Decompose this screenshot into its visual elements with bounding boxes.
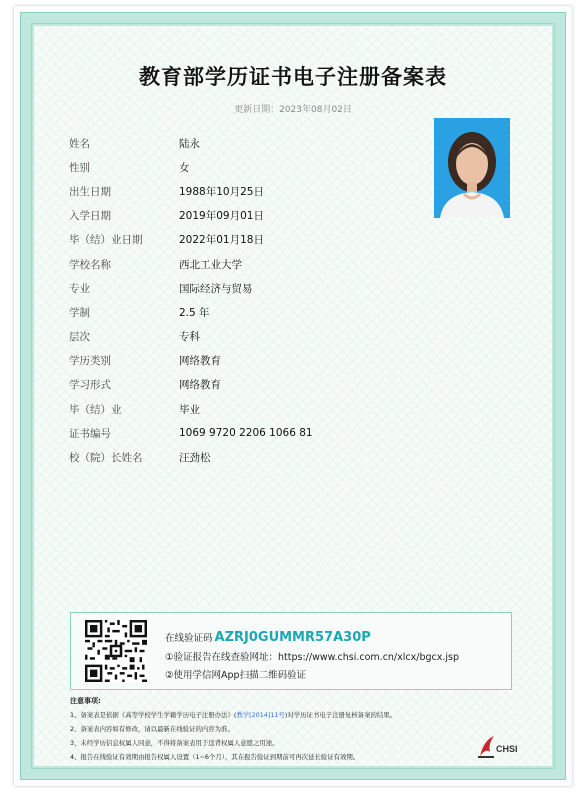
field-value: 网络教育	[179, 355, 221, 368]
notes-title: 注意事项:	[70, 697, 101, 705]
field-label: 学校名称	[69, 258, 111, 271]
field-row	[69, 397, 399, 421]
field-row	[69, 325, 399, 349]
verification-code-line	[165, 630, 459, 645]
field-value: 专科	[179, 331, 200, 344]
field-row	[69, 349, 399, 373]
field-label: 姓名	[69, 137, 90, 150]
field-label: 性别	[69, 161, 90, 174]
field-row	[69, 373, 399, 397]
field-value: 西北工业大学	[179, 258, 242, 271]
field-value: 2022年01月18日	[179, 234, 264, 247]
field-label: 层次	[69, 331, 90, 344]
field-label: 学历类别	[69, 355, 111, 368]
field-row	[69, 276, 399, 300]
verification-url-text: ①验证报告在线查验网址：https://www.chsi.com.cn/xlcx/bgcx.jsp	[165, 652, 459, 663]
field-label: 毕（结）业日期	[69, 234, 143, 247]
verification-code-label: 在线验证码	[165, 633, 213, 644]
chsi-logo	[476, 734, 524, 762]
field-row	[69, 252, 399, 276]
field-value: 网络教育	[179, 379, 221, 392]
field-label: 毕（结）业	[69, 403, 122, 416]
field-value: 汪劲松	[179, 452, 211, 465]
note-4: 4、报告在线验证有效期由报告权属人设置（1~6个月），其在报告验证到期前可再次延长验证有效期。	[70, 753, 360, 761]
field-row	[69, 131, 399, 155]
document-sheet	[14, 6, 572, 786]
note-1-text-end: )对学历证书电子注册复核备案的结果。	[284, 711, 397, 719]
verification-info	[165, 630, 459, 681]
field-value: 国际经济与贸易	[179, 282, 253, 295]
chsi-emblem-icon	[476, 734, 498, 760]
field-label: 证书编号	[69, 427, 111, 440]
field-row	[69, 179, 399, 203]
info-list	[69, 131, 399, 470]
qr-code-icon[interactable]	[85, 620, 147, 682]
field-value: 2019年09月01日	[179, 210, 264, 223]
note-2: 2、备案表内容如有修改，请以最新在线验证的内容为准。	[70, 725, 234, 733]
portrait-image	[434, 118, 510, 218]
regulation-link[interactable]: 教学[2014]11号	[236, 711, 285, 719]
field-label: 学习形式	[69, 379, 111, 392]
document-title: 教育部学历证书电子注册备案表	[139, 65, 447, 89]
notes-section	[70, 694, 510, 764]
field-row	[69, 421, 399, 445]
field-label: 专业	[69, 282, 90, 295]
field-value: 1069 9720 2206 1066 81	[179, 427, 313, 440]
field-row	[69, 204, 399, 228]
verification-app-text: ②使用学信网App扫描二维码验证	[165, 670, 307, 681]
field-label: 入学日期	[69, 210, 111, 223]
note-1-text: 1、备案表是依据《高等学校学生学籍学历电子注册办法》(	[70, 711, 237, 719]
field-row	[69, 155, 399, 179]
verification-code: AZRJ0GUMMR57A30P	[214, 630, 371, 645]
id-photo	[434, 118, 510, 218]
update-date: 更新日期：2023年08月02日	[234, 105, 352, 115]
chsi-logo-text: CHSI	[496, 744, 518, 754]
verification-box	[70, 612, 512, 690]
field-row	[69, 300, 399, 324]
field-label: 校（院）长姓名	[69, 452, 143, 465]
note-1	[70, 708, 510, 722]
field-label: 出生日期	[69, 185, 111, 198]
field-value: 女	[179, 161, 190, 174]
field-label: 学制	[69, 306, 90, 319]
field-value: 2.5 年	[179, 306, 210, 319]
field-value: 毕业	[179, 403, 200, 416]
field-value: 1988年10月25日	[179, 185, 264, 198]
field-row	[69, 445, 399, 469]
note-3: 3、未经学历信息权属人同意，不得将备案表用于违背权属人意愿之用途。	[70, 739, 279, 747]
field-row	[69, 228, 399, 252]
field-value: 陆永	[179, 137, 200, 150]
